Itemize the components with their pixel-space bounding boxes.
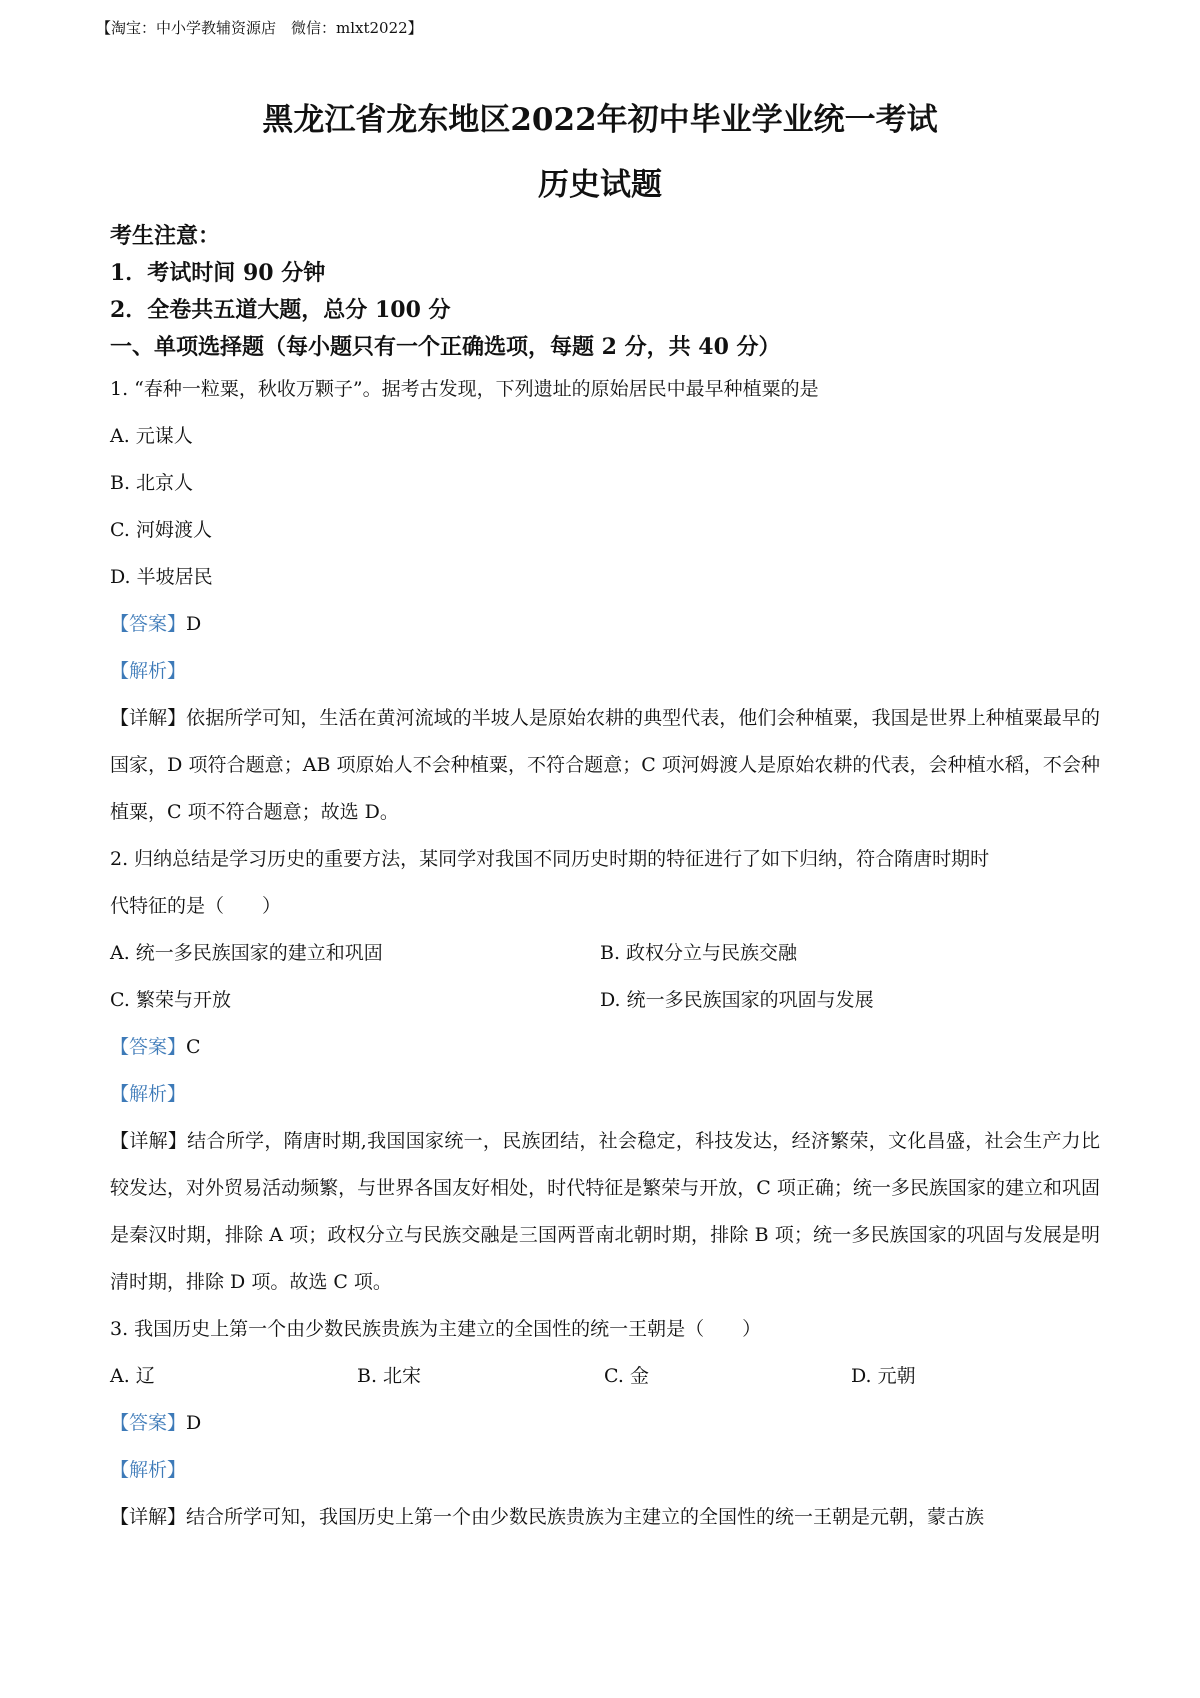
detail-label: 【详解】: [110, 707, 187, 729]
detail-text: 结合所学可知，我国历史上第一个由少数民族贵族为主建立的全国性的统一王朝是元朝，蒙古族: [186, 1506, 985, 1528]
detail-label: 【详解】: [110, 1130, 188, 1152]
page-subtitle: 历史试题: [538, 167, 662, 203]
answer-label: 【答案】: [110, 1412, 187, 1434]
options-row: [110, 1353, 1100, 1400]
detail-label: 【详解】: [110, 1506, 187, 1528]
answer-line: [110, 1024, 1100, 1071]
detail-paragraph: [110, 1118, 1100, 1306]
notice-block: [110, 218, 1100, 366]
analysis-label: 【解析】: [110, 660, 187, 682]
option-b: B. 政权分立与民族交融: [600, 942, 798, 964]
answer-value: C: [186, 1036, 201, 1058]
detail-text: 依据所学可知，生活在黄河流域的半坡人是原始农耕的典型代表，他们会种植粟，我国是世界上种植粟最早的国家，D 项符合题意；AB 项原始人不会种植粟，不符合题意；C 项河姆渡人是原始农耕的代表，会种植水稻，不会种植粟，C 项不符合题意；故选 D。: [110, 707, 1100, 823]
page-title: 黑龙江省龙东地区2022年初中毕业学业统一考试: [262, 102, 938, 138]
option-c: C. 繁荣与开放: [110, 989, 231, 1011]
option-a: A. 辽: [110, 1365, 155, 1387]
analysis-label: 【解析】: [110, 1459, 187, 1481]
question-stem: 3. 我国历史上第一个由少数民族贵族为主建立的全国性的统一王朝是（ ）: [110, 1318, 762, 1340]
answer-label: 【答案】: [110, 1036, 187, 1058]
analysis-label: 【解析】: [110, 1083, 187, 1105]
notice-item: 2．全卷共五道大题，总分 100 分: [110, 297, 451, 323]
answer-label: 【答案】: [110, 613, 187, 635]
question-stem: 1. “春种一粒粟，秋收万颗子”。据考古发现，下列遗址的原始居民中最早种植粟的是: [110, 378, 819, 400]
option-c: C. 河姆渡人: [110, 519, 212, 541]
option-b: B. 北京人: [110, 472, 194, 494]
header-note: 【淘宝：中小学教辅资源店 微信：mlxt2022】: [96, 19, 423, 37]
answer-line: [110, 601, 1100, 648]
option-b: B. 北宋: [357, 1365, 422, 1387]
notice-item: 1．考试时间 90 分钟: [110, 260, 326, 286]
options-row: [110, 930, 1100, 977]
option-c: C. 金: [604, 1365, 649, 1387]
detail-paragraph: [110, 1494, 1100, 1541]
option-d: D. 元朝: [851, 1365, 916, 1387]
option-d: D. 统一多民族国家的巩固与发展: [600, 989, 874, 1011]
question-stem: 2. 归纳总结是学习历史的重要方法，某同学对我国不同历史时期的特征进行了如下归纳，符合隋唐时期时: [110, 848, 990, 870]
question-1: [110, 366, 1100, 836]
question-stem-continued: 代特征的是（ ）: [110, 895, 282, 917]
options-row: [110, 977, 1100, 1024]
answer-value: D: [186, 613, 202, 635]
detail-text: 结合所学，隋唐时期,我国国家统一，民族团结，社会稳定，科技发达，经济繁荣，文化昌盛，社会生产力比较发达，对外贸易活动频繁，与世界各国友好相处，时代特征是繁荣与开放，C 项正确；统一多民族国家的建立和巩固是秦汉时期，排除 A 项；政权分立与民族交融是三国两晋南北朝时期，排除 B 项；统一多民族国家的巩固与发展是明清时期，排除 D 项。故选 C 项。: [110, 1130, 1100, 1293]
exam-content: [110, 218, 1100, 1541]
notice-heading: 考生注意：: [110, 223, 221, 249]
question-2: [110, 836, 1100, 1306]
option-a: A. 元谋人: [110, 425, 193, 447]
detail-paragraph: [110, 695, 1100, 836]
answer-value: D: [186, 1412, 202, 1434]
option-d: D. 半坡居民: [110, 566, 213, 588]
option-a: A. 统一多民族国家的建立和巩固: [110, 942, 383, 964]
answer-line: [110, 1400, 1100, 1447]
question-3: [110, 1306, 1100, 1541]
section-heading: 一、单项选择题（每小题只有一个正确选项，每题 2 分，共 40 分）: [110, 334, 781, 360]
